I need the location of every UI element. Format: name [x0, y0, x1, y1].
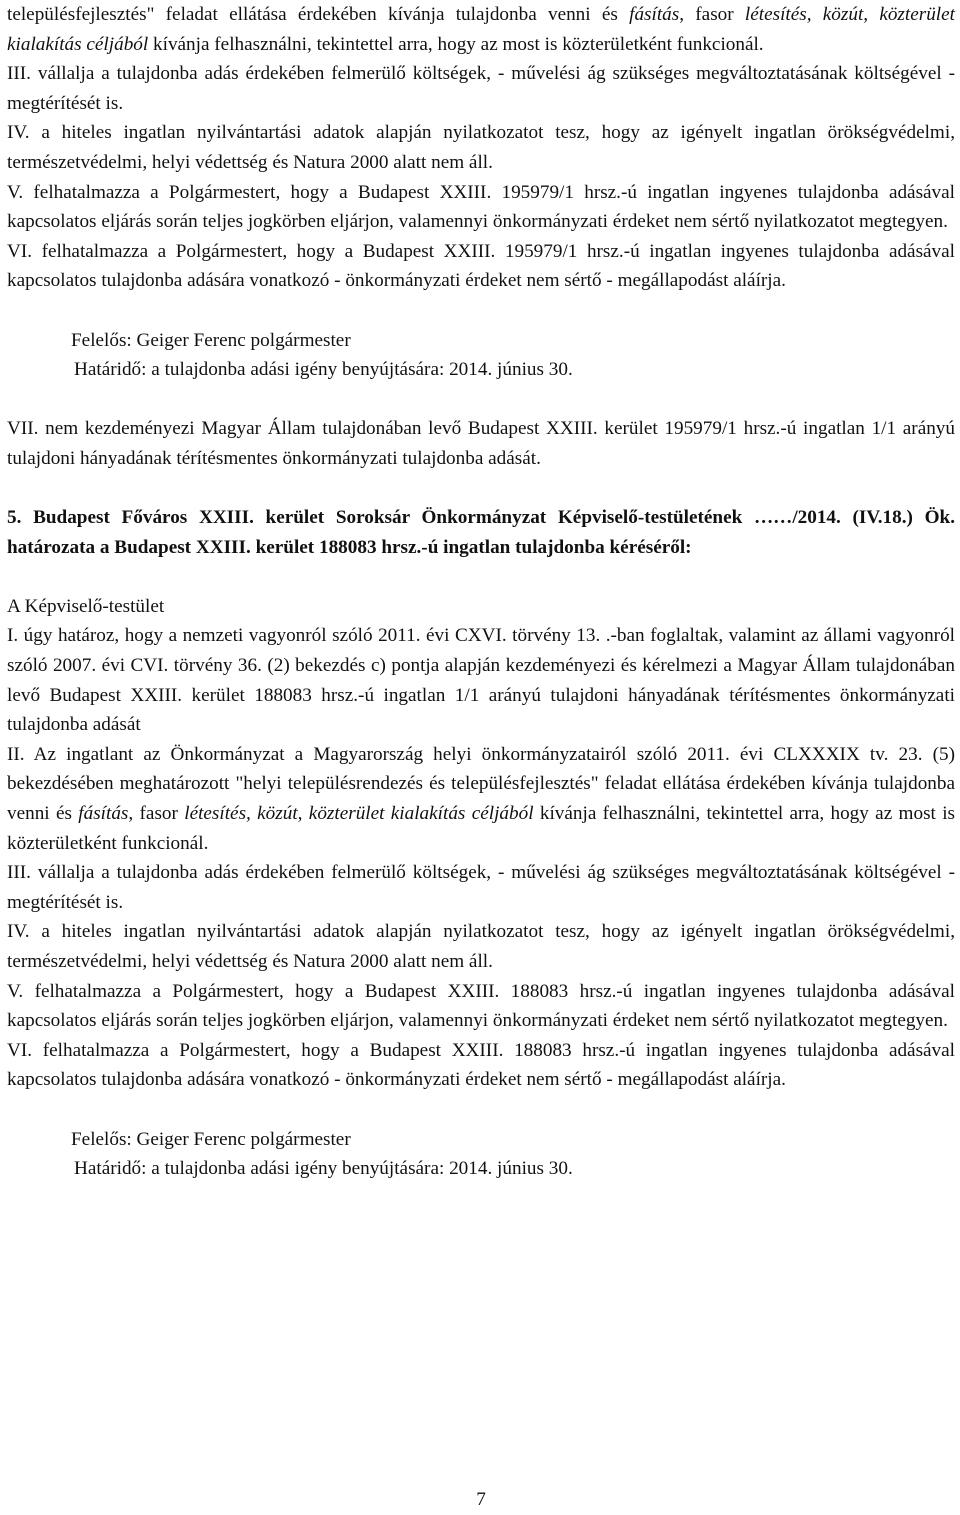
- paragraph-vii: VII. nem kezdeményezi Magyar Állam tulajdonában levő Budapest XXIII. kerület 195979/1 hrsz.-ú ingatlan 1/1 arányú tulajdoni hányadának térítésmentes önkormányzati tulajdonba adását.: [7, 418, 955, 469]
- italic-segment: fásítás: [629, 4, 680, 25]
- paragraph-i: I. úgy határoz, hogy a nemzeti vagyonról szóló 2011. évi CXVI. törvény 13. .-ban foglaltak, valamint az állami vagyonról szóló 2007. évi CVI. törvény 36. (2) bekezdés c) pontja alapján kezdeményezi és kérelmezi a Magyar Állam tulajdonában levő Budapest XXIII. kerület 188083 hrsz.-ú ingatlan 1/1 arányú tulajdoni hányadának térítésmentes önkormányzati tulajdonba adását: [7, 625, 955, 736]
- italic-segment: létesítés, közút, közterület kialakítás céljából: [7, 4, 955, 55]
- italic-segment: létesítés, közút, közterület kialakítás céljából: [184, 803, 534, 825]
- italic-segment: fásítás: [78, 803, 129, 825]
- document-page: [7, 0, 955, 1513]
- spacer: [7, 474, 955, 504]
- spacer: [7, 385, 955, 415]
- paragraph-iii: III. vállalja a tulajdonba adás érdekében felmerülő költségek, - művelési ág szükséges megváltoztatásának költségével - megtérítését is.: [7, 862, 955, 913]
- spacer: [7, 1095, 955, 1125]
- paragraph-ii: [7, 740, 955, 858]
- paragraph-ii-continuation: [7, 0, 955, 59]
- section-heading: 5. Budapest Főváros XXIII. kerület Soroksár Önkormányzat Képviselő-testületének ……/2014. (IV.18.) Ök. határozata a Budapest XXIII. kerület 188083 hrsz.-ú ingatlan tulajdonba kéréséről:: [7, 507, 955, 558]
- paragraph-iv: IV. a hiteles ingatlan nyilvántartási adatok alapján nyilatkozatot tesz, hogy az igényelt ingatlan örökségvédelmi, természetvédelmi, helyi védettség és Natura 2000 alatt nem áll.: [7, 122, 955, 173]
- paragraph-iv: IV. a hiteles ingatlan nyilvántartási adatok alapján nyilatkozatot tesz, hogy az igényelt ingatlan örökségvédelmi, természetvédelmi, helyi védettség és Natura 2000 alatt nem áll.: [7, 921, 955, 972]
- body-title: A Képviselő-testület: [7, 595, 165, 617]
- paragraph-vi: VI. felhatalmazza a Polgármestert, hogy a Budapest XXIII. 188083 hrsz.-ú ingatlan ingyenes tulajdonba adásával kapcsolatos tulajdonba adására vonatkozó - önkormányzati érdeket nem sértő - megállapodást aláírja.: [7, 1039, 955, 1091]
- text-segment: kívánja felhasználni, tekintettel arra, hogy az most is közterületként funkcionál.: [7, 803, 955, 854]
- paragraph-vi: VI. felhatalmazza a Polgármestert, hogy a Budapest XXIII. 195979/1 hrsz.-ú ingatlan ingyenes tulajdonba adásával kapcsolatos tulajdonba adására vonatkozó - önkormányzati érdeket nem sértő - megállapodást aláírja.: [7, 240, 955, 292]
- responsible-line: Felelős: Geiger Ferenc polgármester: [71, 1128, 351, 1150]
- deadline-line: Határidő: a tulajdonba adási igény benyújtására: 2014. június 30.: [74, 1158, 573, 1180]
- spacer: [7, 296, 955, 326]
- text-segment: településfejlesztés" feladat ellátása érdekében kívánja tulajdonba venni és: [7, 4, 630, 25]
- responsible-line: Felelős: Geiger Ferenc polgármester: [71, 329, 351, 351]
- text-segment: , fasor: [679, 4, 745, 25]
- paragraph-v: V. felhatalmazza a Polgármestert, hogy a Budapest XXIII. 195979/1 hrsz.-ú ingatlan ingyenes tulajdonba adásával kapcsolatos eljárás során teljes jogkörben eljárjon, valamennyi önkormányzati érdeket nem sértő nyilatkozatot megtegyen.: [7, 181, 955, 233]
- deadline-line: Határidő: a tulajdonba adási igény benyújtására: 2014. június 30.: [74, 359, 573, 381]
- text-segment: , fasor: [128, 803, 185, 825]
- paragraph-iii: III. vállalja a tulajdonba adás érdekében felmerülő költségek, - művelési ág szükséges megváltoztatásának költségével - megtérítését is.: [7, 63, 955, 114]
- text-segment: kívánja felhasználni, tekintettel arra, hogy az most is közterületként funkcionál.: [148, 33, 764, 55]
- paragraph-v: V. felhatalmazza a Polgármestert, hogy a Budapest XXIII. 188083 hrsz.-ú ingatlan ingyenes tulajdonba adásával kapcsolatos eljárás során teljes jogkörben eljárjon, valamennyi önkormányzati érdeket nem sértő nyilatkozatot megtegyen.: [7, 980, 955, 1032]
- spacer: [7, 562, 955, 592]
- text-segment: II. Az ingatlant az Önkormányzat a Magyarország helyi önkormányzatairól szóló 2011. évi CLXXXIX tv. 23. (5) bekezdésében meghatározott "helyi településrendezés és településfejlesztés" feladat ellátása érdekében kívánja tulajdonba venni és: [7, 743, 955, 825]
- page-number: 7: [476, 1489, 486, 1510]
